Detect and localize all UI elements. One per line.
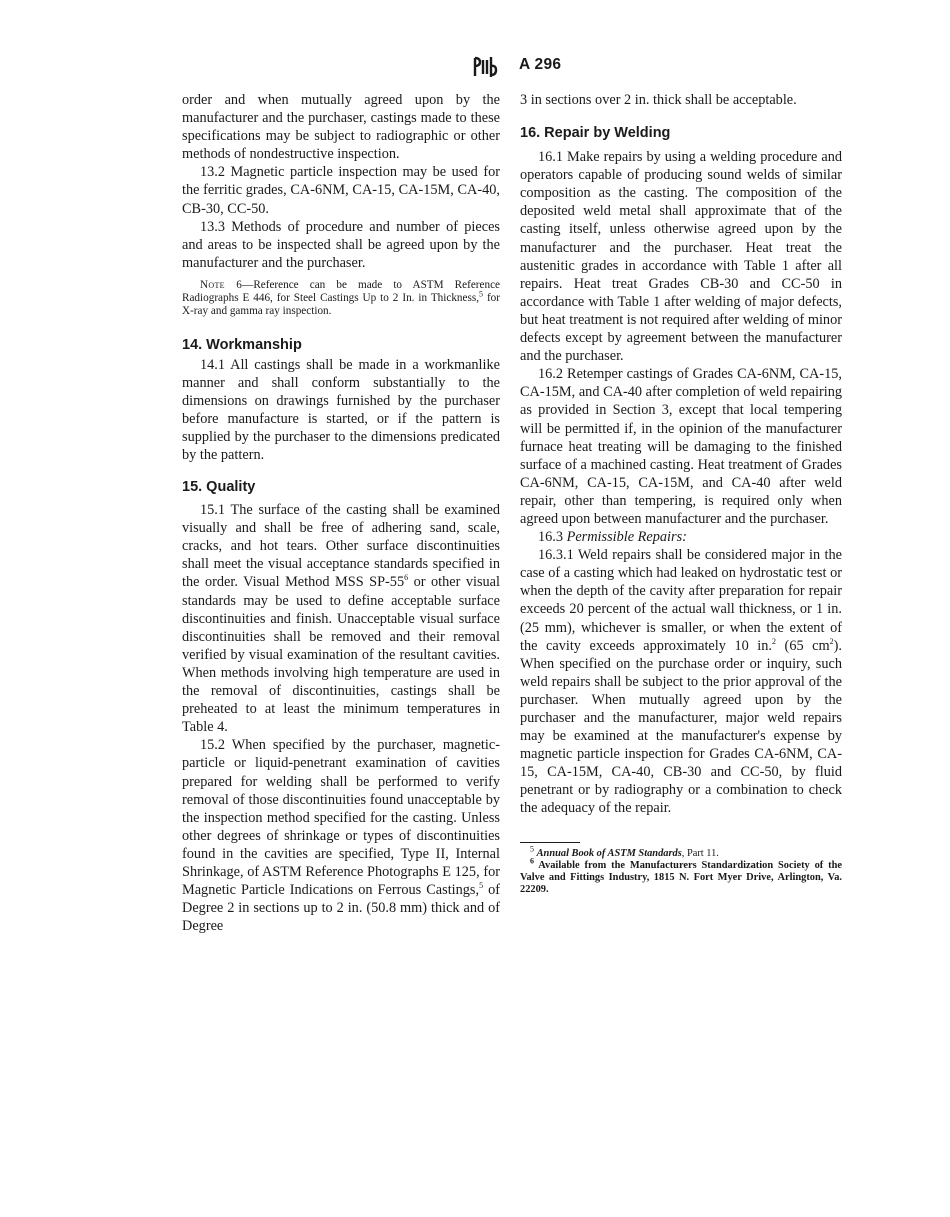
footnote-5-title: Annual Book of ASTM Standards: [536, 847, 682, 859]
footnote-divider: [520, 842, 580, 843]
paragraph-15-2: [182, 736, 500, 935]
footnote-6: [520, 856, 842, 897]
paragraph-15-1-footnote-ref: 6: [404, 573, 409, 583]
footnote-5-mark: 5: [530, 844, 534, 854]
footnote-6-mark: 6: [530, 856, 534, 866]
paragraph-16-3-1-text-mid: (65 cm: [776, 637, 830, 654]
paragraph-16-3-1-text-end: ). When specified on the purchase order or inquiry, such weld repairs shall be subject to the prior approval of the purchaser. When mutually agreed upon by the purchaser and the manufacturer, major weld repairs may be examined at the manufacturer's expense by magnetic particle inspection for Grades CA-6NM, CA-15, CA-15M, CA-40, CB-30 and CC-50, by fluid penetrant or by radiography or a combination to check the adequacy of the repair.: [520, 637, 842, 817]
paragraph-15-1-text: 15.1 The surface of the casting shall be examined visually and shall be free of adhering sand, scale, cracks, and hot tears. Other surface discontinuities shall meet the visual acceptance standards specified in the order. Visual Method MSS SP-55: [182, 502, 500, 591]
paragraph-16-3-1-text: 16.3.1 Weld repairs shall be considered major in the case of a casting which had leaked on hydrostatic test or when the depth of the cavity after preparation for repair exceeds 20 percent of the actual wall thickness, or 1 in. (25 mm), whichever is smaller, or when the extent of the cavity exceeds approximately 10 in.: [520, 547, 842, 654]
paragraph-16-2: 16.2 Retemper castings of Grades CA-6NM, CA-15, CA-15M, and CA-40 after completion of weld repairing as provided in Section 3, except that local tempering will be permitted if, in the opinion of the manufacturer furnace heat treating will be damaging to the finished surface of a machined casting. Heat treatment of Grades CA-6NM, CA-15, CA-15M, and CA-40 after weld repair, other than tempering, is required only when agreed upon between manufacturer and the purchaser.: [520, 366, 842, 527]
section-heading-14: 14. Workmanship: [182, 336, 302, 353]
section-heading-15: 15. Quality: [182, 479, 256, 496]
astm-logo-icon: [472, 54, 498, 80]
paragraph-16-3-title: Permissible Repairs:: [566, 529, 687, 546]
note-6-text: —Reference can be made to ASTM Reference Radiographs E 446, for Steel Castings Up to 2 In. in Thickness,: [182, 278, 500, 305]
paragraph-13-1-continued: order and when mutually agreed upon by the manufacturer and the purchaser, castings made to these specifications may be subject to radiographic or other methods of nondestructive inspection.: [182, 92, 500, 163]
paragraph-15-2-text: 15.2 When specified by the purchaser, magnetic-particle or liquid-penetrant examination of cavities prepared for welding shall be performed to verify removal of those discontinuities found unacceptable by the inspection method specified for the casting. Unless other degrees of shrinkage or types of discontinuities found in the cavities are specified, Type II, Internal Shrinkage, of ASTM Reference Photographs E 125, for Magnetic Particle Indications on Ferrous Castings,: [182, 737, 500, 899]
paragraph-16-3: [520, 528, 842, 546]
left-column: [182, 91, 500, 935]
page-header: [0, 52, 950, 82]
paragraph-15-2-continued: 3 in sections over 2 in. thick shall be acceptable.: [520, 92, 797, 108]
paragraph-15-1-text-end: or other visual standards may be used to define acceptable surface discontinuities and finish. Unacceptable visual surface discontinuities shall be removed and their removal verified by visual examination of the resultant cavities. When methods involving high temperature are used in the removal of discontinuities, castings shall be preheated to at least the minimum temperatures in Table 4.: [182, 574, 500, 736]
squared-superscript: 2: [772, 636, 776, 646]
right-column: [520, 91, 842, 896]
paragraph-13-3: 13.3 Methods of procedure and number of pieces and areas to be inspected shall be agreed upon by the manufacturer and the purchaser.: [182, 218, 500, 271]
footnote-5: [520, 844, 842, 860]
section-heading-16: 16. Repair by Welding: [520, 125, 671, 142]
paragraph-14-1: 14.1 All castings shall be made in a workmanlike manner and shall conform substantially to the dimensions on drawings furnished by the purchaser before manufacture is started, or if the pattern is supplied by the purchaser to the dimensions predicated by the pattern.: [182, 356, 500, 464]
paragraph-13-2: 13.2 Magnetic particle inspection may be used for the ferritic grades, CA-6NM, CA-15, CA-15M, CA-40, CB-30, CC-50.: [182, 164, 500, 217]
footnote-5-part: , Part 11.: [681, 847, 719, 859]
squared-superscript: 2: [829, 636, 834, 646]
paragraph-16-3-number: 16.3: [538, 529, 567, 546]
paragraph-16-1: 16.1 Make repairs by using a welding procedure and operators capable of producing sound welds of similar composition as the casting. The composition of the deposited weld metal shall approximate that of the casting itself, unless otherwise agreed upon by the manufacturer and the purchaser. Heat treat the austenitic grades in accordance with Table 1 after all repairs. Heat treat Grades CB-30 and CC-50 in accordance with Table 1 after welding of major defects, but heat treatment is not required after welding of minor defects except by agreement between the manufacturer and the purchaser.: [520, 149, 842, 365]
footnotes: [520, 842, 842, 897]
note-6: [182, 279, 500, 319]
standard-designation: A 296: [519, 56, 562, 73]
note-6-label: Note 6: [200, 278, 243, 291]
paragraph-15-2-text-end: of Degree 2 in sections up to 2 in. (50.8 mm) thick and of Degree: [182, 882, 501, 935]
paragraph-15-1: [182, 501, 500, 736]
paragraph-15-2-footnote-ref: 5: [479, 881, 484, 891]
note-6-text-end: for X-ray and gamma ray inspection.: [182, 292, 500, 318]
paragraph-16-3-1: [520, 546, 842, 817]
footnote-6-text: Available from the Manufacturers Standardization Society of the Valve and Fittings Industry, 1815 N. Fort Myer Drive, Arlington, Va. 22209.: [520, 859, 842, 896]
note-6-footnote-ref: 5: [479, 289, 483, 299]
